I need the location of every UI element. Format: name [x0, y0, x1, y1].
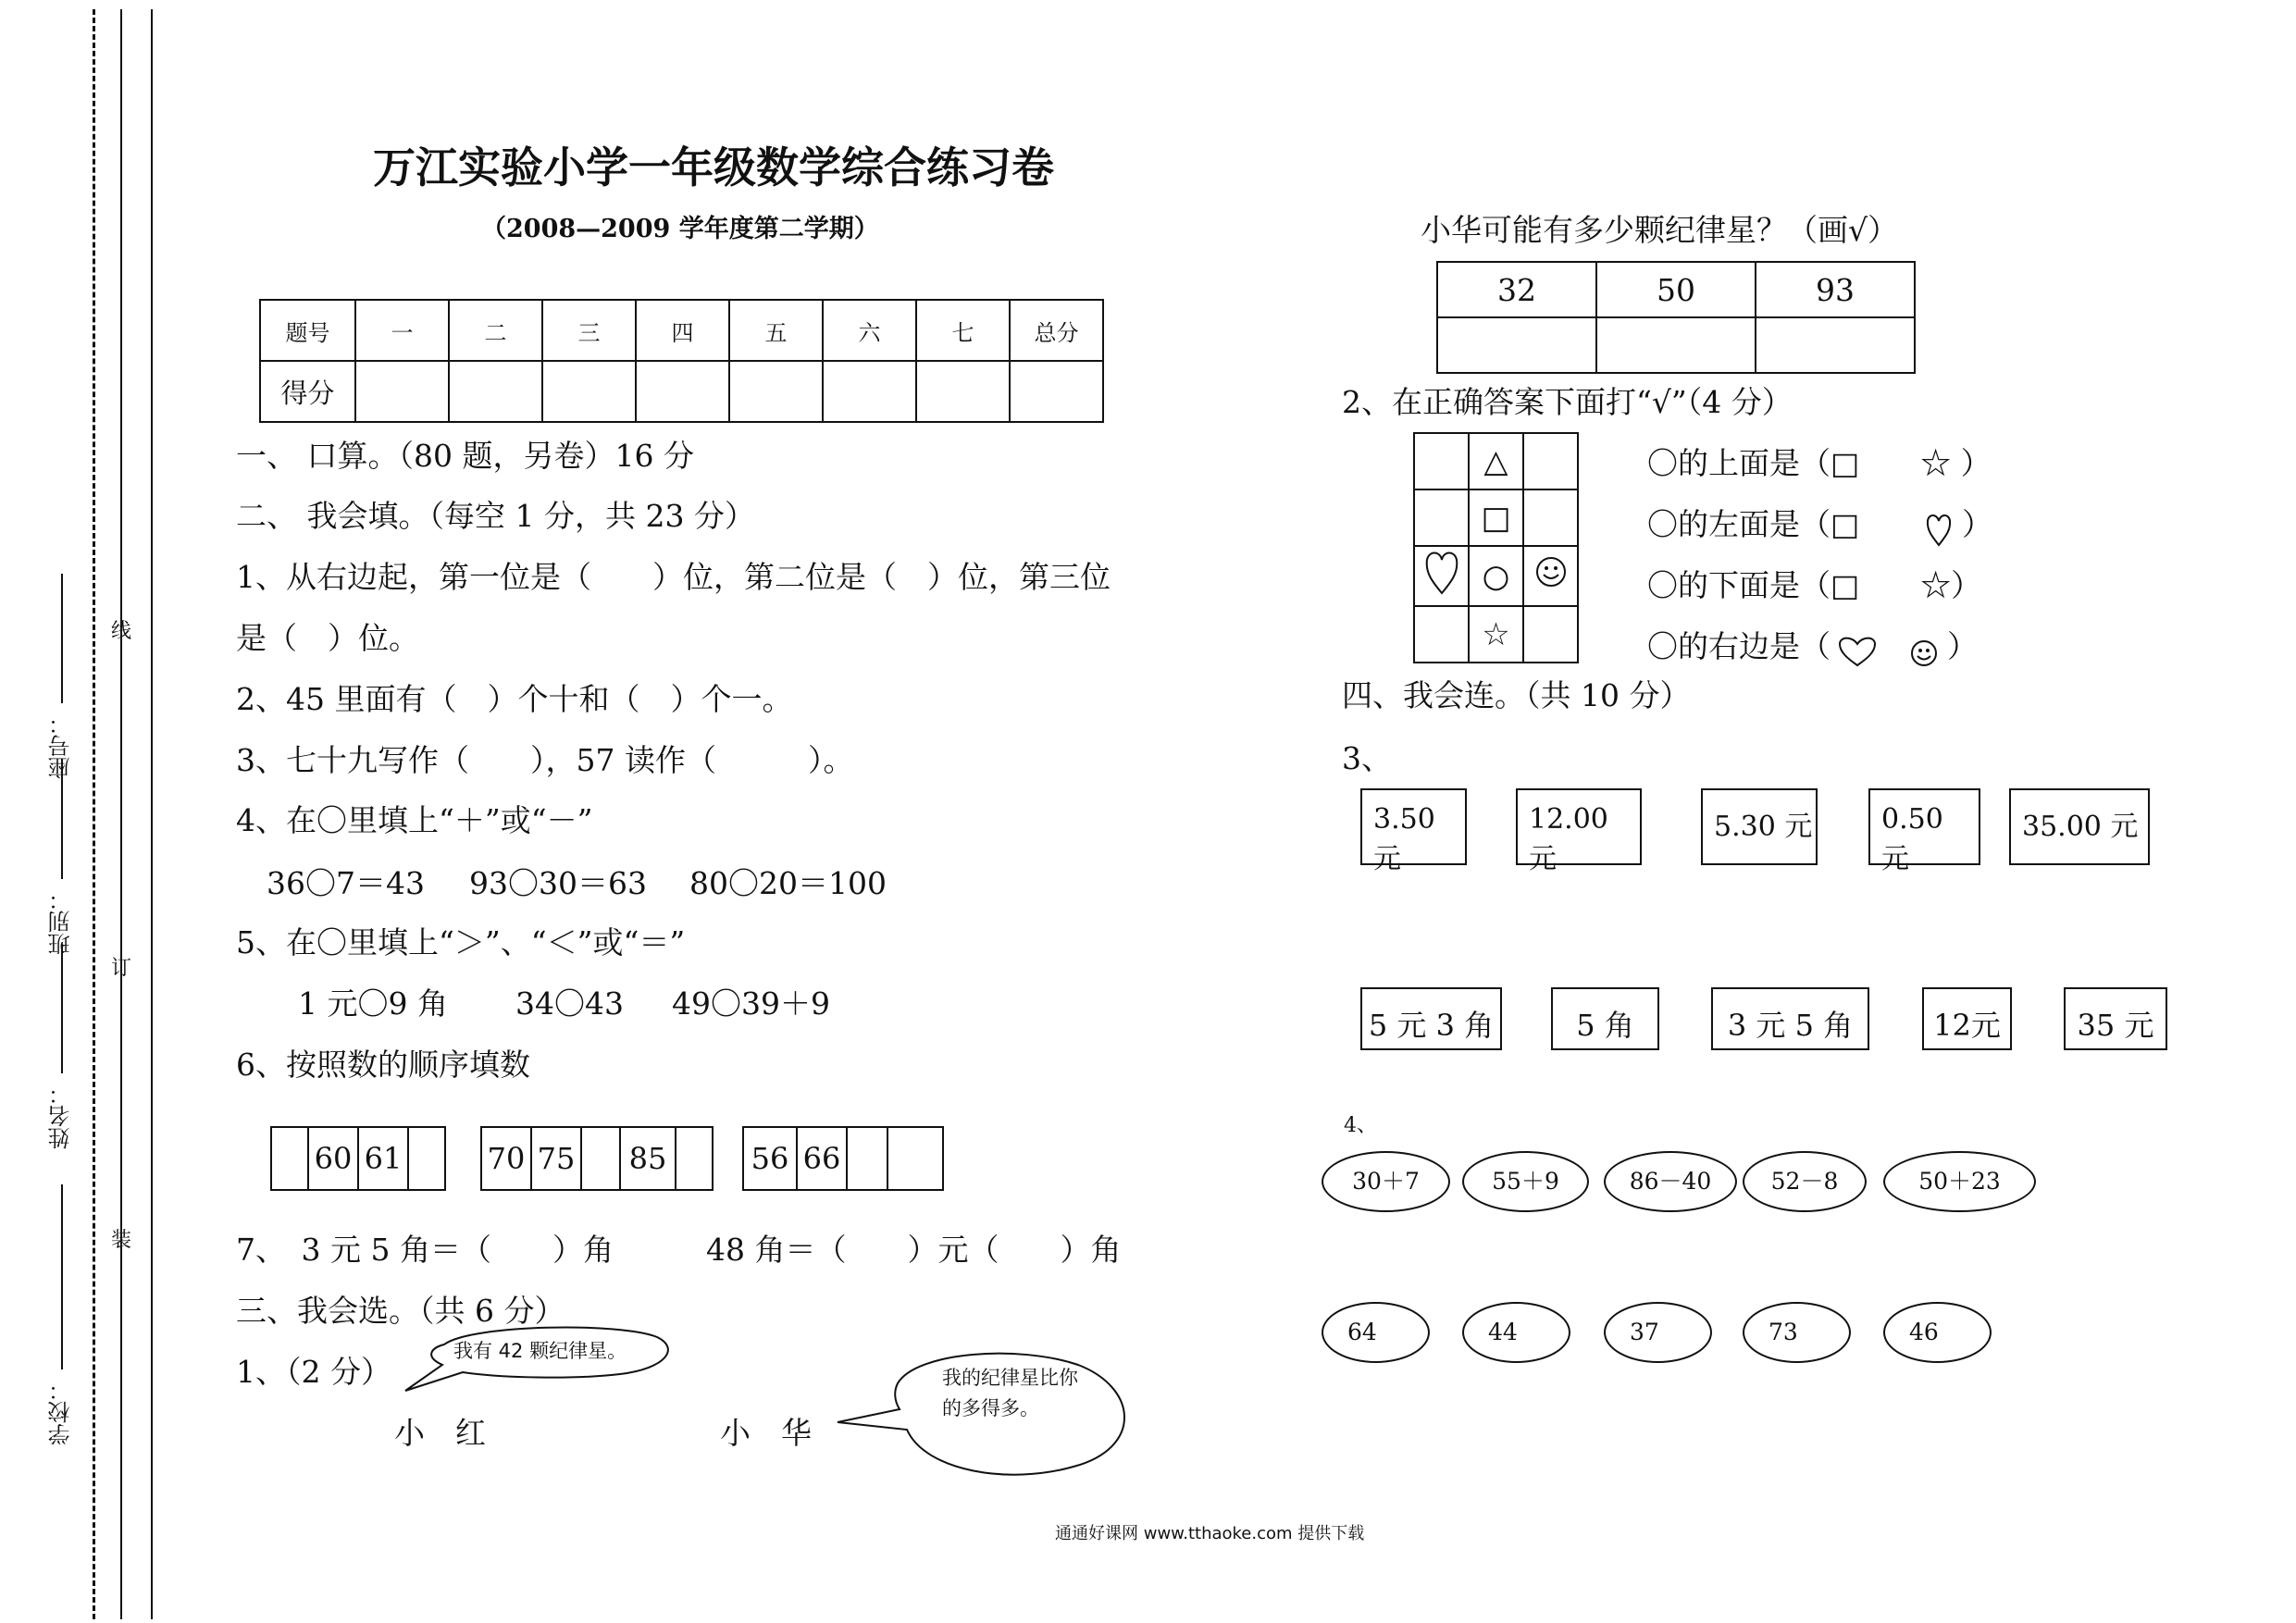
- circle-icon: ○: [1469, 546, 1523, 606]
- choice-value: 50: [1596, 262, 1756, 317]
- sequence-cell: 85: [619, 1128, 675, 1189]
- sequence-cell[interactable]: [580, 1128, 619, 1189]
- amount-box[interactable]: 35 元: [2064, 987, 2167, 1050]
- school-blank: [61, 1184, 63, 1369]
- question-5a: 1 元〇9 角: [298, 985, 448, 1022]
- sequence-cell[interactable]: [675, 1128, 712, 1189]
- option-right-close: ）: [1947, 628, 1978, 664]
- answer-oval[interactable]: 73: [1743, 1302, 1851, 1363]
- question-2: 2、45 里面有（ ）个十和（ ）个一。: [236, 681, 793, 717]
- score-row-label: 得分: [260, 361, 355, 422]
- heart-icon: [1925, 511, 1953, 548]
- choice-value: 32: [1437, 262, 1596, 317]
- question-4c: 80〇20＝100: [689, 865, 887, 901]
- binding-right-line: [151, 9, 153, 1619]
- score-header-cell: 题号: [260, 300, 355, 361]
- section-1-heading: 一、 口算。（80 题，另卷）16 分: [236, 438, 694, 474]
- answer-oval[interactable]: 46: [1883, 1302, 1992, 1363]
- sequence-cell: 70: [487, 1141, 526, 1176]
- question-5b: 34〇43: [515, 985, 624, 1022]
- heart-icon: [1423, 547, 1460, 597]
- sequence-cell: 60: [307, 1128, 357, 1189]
- expression-oval[interactable]: 55＋9: [1462, 1151, 1589, 1212]
- grid-cell: [1414, 489, 1469, 546]
- name-xiaohua: 小 华: [720, 1415, 812, 1451]
- sequence-1: [270, 1126, 446, 1191]
- name-xiaohong: 小 红: [394, 1415, 486, 1451]
- question-1-line2: 是（ ）位。: [236, 620, 419, 656]
- amount-box[interactable]: 5 元 3 角: [1360, 987, 1502, 1050]
- score-cell[interactable]: [1010, 361, 1103, 422]
- score-cell[interactable]: [449, 361, 542, 422]
- sequence-cell[interactable]: [272, 1128, 307, 1189]
- choice-answer-cell[interactable]: [1437, 317, 1596, 373]
- score-header-cell: 总分: [1010, 300, 1103, 361]
- score-cell[interactable]: [542, 361, 636, 422]
- question-3: 3、七十九写作（ ），57 读作（ ）。: [236, 742, 854, 778]
- section-3-heading: 三、我会选。（共 6 分）: [236, 1293, 565, 1329]
- choice-table: [1436, 261, 1916, 374]
- option-right: 〇的右边是（: [1647, 628, 1831, 664]
- class-blank: [61, 759, 63, 879]
- expression-oval[interactable]: 86－40: [1604, 1151, 1737, 1212]
- sequence-2: [480, 1126, 714, 1191]
- expression-oval[interactable]: 30＋7: [1322, 1151, 1450, 1212]
- score-header-cell: 七: [916, 300, 1010, 361]
- sequence-cell: 75: [530, 1128, 580, 1189]
- sequence-cell: 56: [751, 1141, 789, 1176]
- answer-oval[interactable]: 37: [1604, 1302, 1712, 1363]
- amount-box[interactable]: 3 元 5 角: [1711, 987, 1869, 1050]
- footer-credit: 通通好课网 www.tthaoke.com 提供下载: [1055, 1524, 1365, 1543]
- sequence-cell: 61: [357, 1128, 407, 1189]
- shape-grid: [1413, 432, 1579, 663]
- score-cell[interactable]: [355, 361, 449, 422]
- question-4-label: 4、: [1344, 1114, 1377, 1137]
- question-3-label: 3、: [1342, 740, 1392, 776]
- choice-value: 93: [1756, 262, 1915, 317]
- question-5: 5、在〇里填上“＞”、“＜”或“＝”: [236, 924, 686, 960]
- score-cell[interactable]: [916, 361, 1010, 422]
- sequence-cell[interactable]: [407, 1128, 444, 1189]
- score-header-cell: 一: [355, 300, 449, 361]
- school-label: 学校：: [48, 1379, 74, 1445]
- name-blank: [61, 944, 63, 1073]
- seal-char-ding: 订: [111, 957, 132, 980]
- question-4b: 93〇30＝63: [469, 865, 647, 901]
- score-header-cell: 五: [729, 300, 823, 361]
- answer-oval[interactable]: 44: [1462, 1302, 1570, 1363]
- grid-cell: [1523, 489, 1578, 546]
- price-box[interactable]: 3.50 元: [1360, 788, 1467, 865]
- price-box[interactable]: 5.30 元: [1701, 788, 1818, 865]
- choice-answer-cell[interactable]: [1756, 317, 1915, 373]
- price-box[interactable]: 12.00 元: [1516, 788, 1642, 865]
- question-1-line1: 1、从右边起，第一位是（ ）位，第二位是（ ）位，第三位: [236, 559, 1111, 595]
- seat-label: 座号：: [48, 712, 74, 779]
- star-question: 小华可能有多少颗纪律星？（画√）: [1421, 212, 1899, 248]
- price-box[interactable]: 0.50 元: [1868, 788, 1980, 865]
- grid-heart-cell: [1414, 546, 1469, 606]
- page-title: 万江实验小学一年级数学综合练习卷: [373, 142, 1054, 192]
- score-cell[interactable]: [729, 361, 823, 422]
- question-4a: 36〇7＝43: [267, 865, 425, 901]
- heart-icon: [1837, 635, 1878, 668]
- option-left-close: ）: [1962, 506, 1992, 542]
- smiley-icon: [1909, 638, 1939, 668]
- grid-smiley-cell: [1523, 546, 1578, 606]
- score-header-cell: 四: [636, 300, 729, 361]
- seal-char-xian: 线: [111, 620, 132, 643]
- bubble-right-line1: 我的纪律星比你: [942, 1367, 1078, 1389]
- right-question-2: 2、在正确答案下面打“√”（4 分）: [1342, 384, 1793, 420]
- score-header-cell: 六: [823, 300, 916, 361]
- expression-oval[interactable]: 52－8: [1743, 1151, 1867, 1212]
- expression-oval[interactable]: 50＋23: [1883, 1151, 2036, 1212]
- score-header-cell: 二: [449, 300, 542, 361]
- option-above: 〇的上面是（□ ☆ ）: [1647, 445, 1992, 481]
- class-label: 班别：: [48, 888, 74, 955]
- option-left: 〇的左面是（□: [1647, 506, 1860, 542]
- grid-cell: [1414, 433, 1469, 489]
- section-4-heading: 四、我会连。（共 10 分）: [1342, 677, 1691, 713]
- sequence-3: [742, 1126, 944, 1191]
- choice-answer-cell[interactable]: [1596, 317, 1756, 373]
- grid-cell: [1414, 606, 1469, 663]
- sequence-cell[interactable]: [887, 1128, 942, 1189]
- page-subtitle: （2008—2009 学年度第二学期）: [481, 215, 879, 243]
- name-label: 姓名：: [48, 1083, 74, 1149]
- question-7: 7、 3 元 5 角＝（ ）角: [236, 1232, 614, 1268]
- section-2-heading: 二、 我会填。（每空 1 分，共 23 分）: [236, 498, 755, 534]
- question-4: 4、在〇里填上“＋”或“－”: [236, 802, 593, 838]
- bubble-right-line2: 的多得多。: [942, 1397, 1039, 1419]
- score-cell[interactable]: [823, 361, 916, 422]
- score-header-cell: 三: [542, 300, 636, 361]
- option-below: 〇的下面是（□ ☆）: [1647, 567, 1982, 603]
- score-cell[interactable]: [636, 361, 729, 422]
- question-7b: 48 角＝（ ）元（ ）角: [706, 1232, 1122, 1268]
- price-box[interactable]: 35.00 元: [2009, 788, 2150, 865]
- binding-dashed-line: [93, 9, 95, 1619]
- answer-oval[interactable]: 64: [1322, 1302, 1430, 1363]
- seat-blank: [61, 574, 63, 703]
- bubble-left-text: 我有 42 颗纪律星。: [453, 1340, 627, 1362]
- question-6: 6、按照数的顺序填数: [236, 1047, 530, 1083]
- triangle-icon: △: [1469, 433, 1523, 489]
- square-icon: □: [1469, 489, 1523, 546]
- binding-solid-line: [120, 9, 122, 1619]
- amount-box[interactable]: 5 角: [1551, 987, 1659, 1050]
- grid-cell: [1523, 433, 1578, 489]
- star-icon: ☆: [1469, 606, 1523, 663]
- smiley-icon: [1534, 555, 1568, 588]
- question-5c: 49〇39＋9: [672, 985, 830, 1022]
- question-3-1: 1、（2 分）: [236, 1354, 391, 1390]
- amount-box[interactable]: 12元: [1922, 987, 2012, 1050]
- grid-cell: [1523, 606, 1578, 663]
- seal-char-zhuang: 装: [111, 1229, 132, 1252]
- sequence-cell: 66: [796, 1128, 846, 1189]
- score-table: [259, 299, 1104, 423]
- sequence-cell[interactable]: [846, 1128, 887, 1189]
